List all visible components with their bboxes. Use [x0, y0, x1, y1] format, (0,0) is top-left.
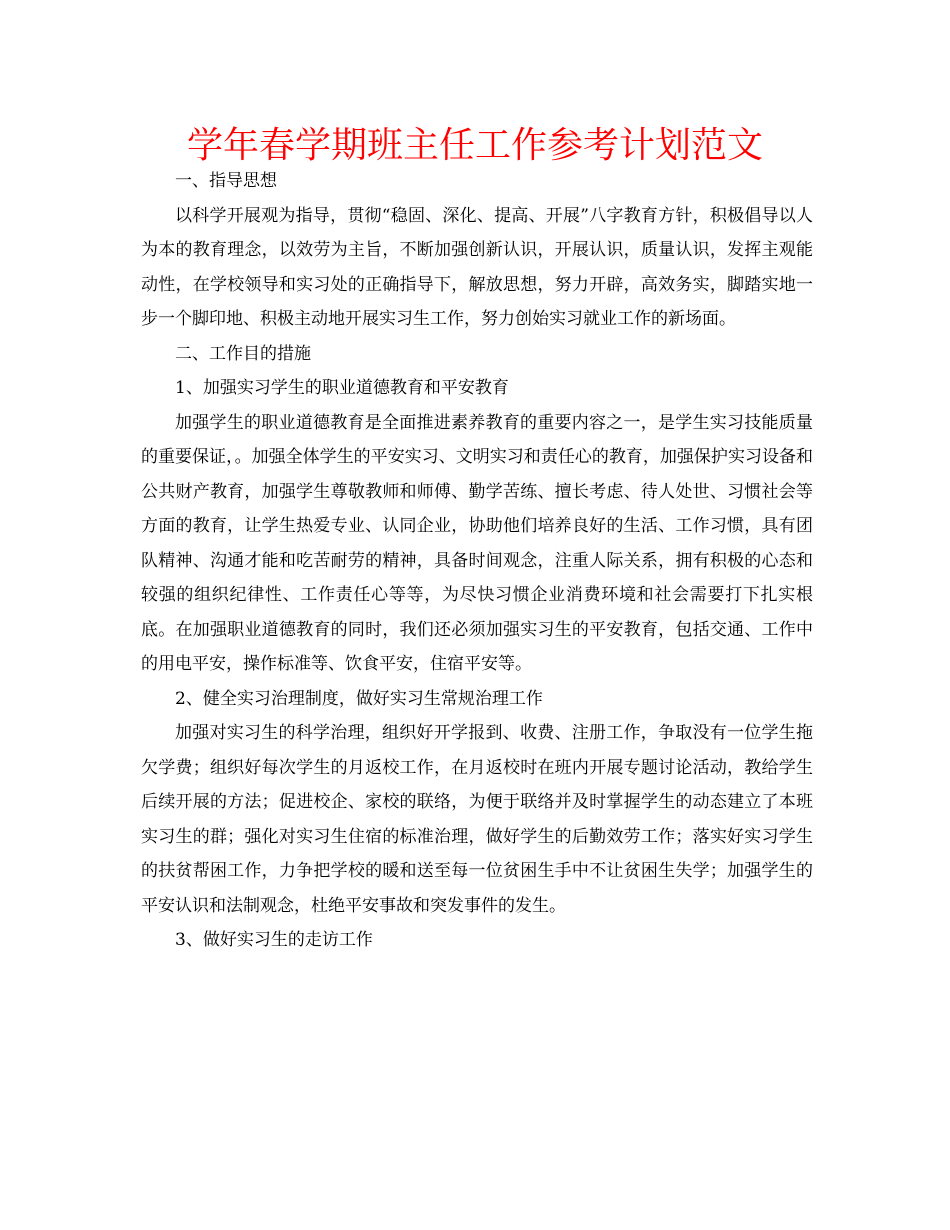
- body-paragraph: 加强对实习生的科学治理，组织好开学报到、收费、注册工作，争取没有一位学生拖欠学费；组织好每次学生的月返校工作，在月返校时在班内开展专题讨论活动，教给学生后续开展的方法；促进校企、家校的联络，为便于联络并及时掌握学生的动态建立了本班实习生的群；强化对实习生住宿的标准治理，做好学生的后勤效劳工作；落实好实习学生的扶贫帮困工作，力争把学校的暖和送至每一位贫困生手中不让贫困生失学；加强学生的平安认识和法制观念，杜绝平安事故和突发事件的发生。: [141, 723, 813, 916]
- section-heading-guiding-ideology: 一、指导思想: [175, 171, 277, 191]
- subsection-heading: 1、加强实习学生的职业道德教育和平安教育: [175, 378, 509, 398]
- subsection-heading: 2、健全实习治理制度，做好实习生常规治理工作: [175, 688, 543, 709]
- body-paragraph: 加强学生的职业道德教育是全面推进素养教育的重要内容之一，是学生实习技能质量的重要保证，。加强全体学生的平安实习、文明实习和责任心的教育，加强保护实习设备和公共财产教育，加强学生尊敬教师和师傅、勤学苦练、擅长考虑、待人处世、习惯社会等方面的教育，让学生热爱专业、认同企业，协助他们培养良好的生活、工作习惯，具有团队精神、沟通才能和吃苦耐劳的精神，具备时间观念，注重人际关系，拥有积极的心态和较强的组织纪律性、工作责任心等等，为尽快习惯企业消费环境和社会需要打下扎实根底。在加强职业道德教育的同时，我们还必须加强实习生的平安教育，包括交通、工作中的用电平安，操作标准等、饮食平安，住宿平安等。: [141, 412, 813, 674]
- document-title: 学年春学期班主任工作参考计划范文: [186, 125, 763, 166]
- section-heading-goals-measures: 二、工作目的措施: [175, 343, 311, 364]
- subsection-heading: 3、做好实习生的走访工作: [175, 930, 373, 950]
- document-body: [141, 164, 813, 958]
- body-paragraph: 以科学开展观为指导，贯彻“稳固、深化、提高、开展”八字教育方针，积极倡导以人为本的教育理念，以效劳为主旨，不断加强创新认识，开展认识，质量认识，发挥主观能动性，在学校领导和实习处的正确指导下，解放思想，努力开辟，高效务实，脚踏实地一步一个脚印地、积极主动地开展实习生工作，努力创始实习就业工作的新场面。: [141, 205, 813, 329]
